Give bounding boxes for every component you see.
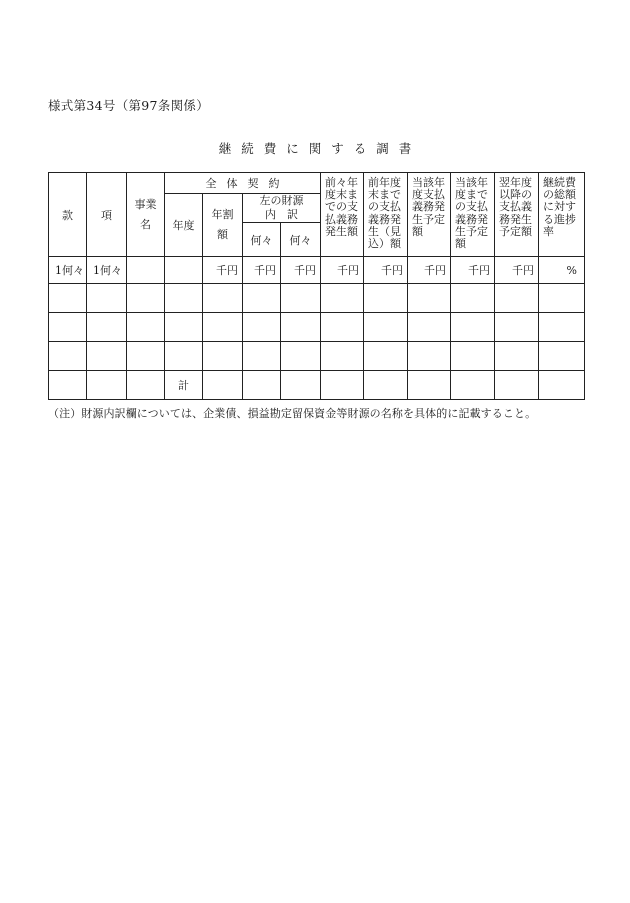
cell-nenwari (203, 342, 243, 371)
cell-tougai-hassei-unit: 千円 (408, 257, 451, 284)
header-zenzen-nendo: 前々年度末までの支払義務発生額 (321, 173, 364, 257)
header-zentai-keiyaku: 全体契約 (165, 173, 321, 194)
cell-kou (87, 313, 127, 342)
cell-tougai-made (451, 313, 495, 342)
cell-kou (87, 284, 127, 313)
cell-tougai-made-total (451, 371, 495, 400)
cell-zaigen2 (281, 284, 321, 313)
cell-nenwari-total (203, 371, 243, 400)
cell-zennen (364, 313, 408, 342)
cell-zenzen-total (321, 371, 364, 400)
cell-kan (49, 371, 87, 400)
cell-zenzen-unit: 千円 (321, 257, 364, 284)
cell-shinchoku (539, 284, 585, 313)
cell-zennen-total (364, 371, 408, 400)
cell-jigyou (127, 284, 165, 313)
cell-tougai-made (451, 342, 495, 371)
cell-zennen-unit: 千円 (364, 257, 408, 284)
header-kou: 項 (87, 173, 127, 257)
header-nenwari-line1: 年割 (211, 208, 234, 221)
cell-nenwari (203, 284, 243, 313)
cell-nendo (165, 313, 203, 342)
cell-zaigen1 (243, 284, 281, 313)
cell-tougai-hassei-total (408, 371, 451, 400)
cell-zaigen1 (243, 313, 281, 342)
cell-zaigen1-unit: 千円 (243, 257, 281, 284)
header-zaigen-uchiwake (243, 194, 321, 223)
cell-yokunen (495, 313, 539, 342)
cell-zennen (364, 284, 408, 313)
header-tougai-hassei: 当該年度支払義務発生予定額 (408, 173, 451, 257)
cell-nenwari (203, 313, 243, 342)
cell-kan (49, 284, 87, 313)
header-yokunen: 翌年度以降の支払義務発生予定額 (495, 173, 539, 257)
cell-tougai-hassei (408, 313, 451, 342)
cell-zaigen2-unit: 千円 (281, 257, 321, 284)
table-row (49, 257, 585, 284)
cell-zaigen1 (243, 342, 281, 371)
header-nenwari-line2: 額 (217, 228, 228, 241)
header-zaigen-line1: 左の財源 (259, 194, 304, 207)
cell-yokunen (495, 342, 539, 371)
cell-zaigen2-total (281, 371, 321, 400)
cell-tougai-hassei (408, 342, 451, 371)
cell-zaigen2 (281, 342, 321, 371)
cell-nendo (165, 284, 203, 313)
cell-shinchoku-total (539, 371, 585, 400)
cell-yokunen-unit: 千円 (495, 257, 539, 284)
cell-jigyou (127, 371, 165, 400)
cell-jigyou (127, 342, 165, 371)
header-zaigen-1: 何々 (243, 223, 281, 257)
cell-yokunen (495, 284, 539, 313)
cell-kan-1: 1何々 (49, 257, 87, 284)
form-number: 様式第34号（第97条関係） (48, 98, 210, 113)
cell-tougai-made (451, 284, 495, 313)
cell-jigyou-1 (127, 257, 165, 284)
header-shinchoku-ritsu: 継続費の総額に対する進捗率 (539, 173, 585, 257)
header-nenwari-gaku (203, 194, 243, 257)
header-zaigen-line2: 内 訳 (265, 208, 298, 221)
header-jigyou-line1: 事業 (134, 197, 157, 211)
cell-zennen (364, 342, 408, 371)
document-title: 継続費に関する調書 (218, 141, 422, 156)
cell-nenwari-unit: 千円 (203, 257, 243, 284)
cell-zenzen (321, 313, 364, 342)
cell-nendo-1 (165, 257, 203, 284)
table-row-total (49, 371, 585, 400)
cell-tougai-hassei (408, 284, 451, 313)
cell-kan (49, 342, 87, 371)
header-nendo: 年度 (165, 194, 203, 257)
cell-nendo (165, 342, 203, 371)
cell-zenzen (321, 342, 364, 371)
cell-zenzen (321, 284, 364, 313)
cell-kan (49, 313, 87, 342)
cell-zaigen1-total (243, 371, 281, 400)
cell-kou (87, 342, 127, 371)
cell-tougai-made-unit: 千円 (451, 257, 495, 284)
header-jigyou-line2: 名 (140, 217, 151, 231)
table-row (49, 342, 585, 371)
cell-shinchoku (539, 313, 585, 342)
cell-zaigen2 (281, 313, 321, 342)
cell-yokunen-total (495, 371, 539, 400)
cell-kou (87, 371, 127, 400)
total-label: 計 (165, 371, 203, 400)
header-kan: 款 (49, 173, 87, 257)
cell-shinchoku (539, 342, 585, 371)
header-jigyou-mei (127, 173, 165, 257)
cell-jigyou (127, 313, 165, 342)
table-row (49, 313, 585, 342)
footnote: （注）財源内訳欄については、企業債、損益勘定留保資金等財源の名称を具体的に記載すること。 (48, 407, 537, 420)
header-tougai-made: 当該年度までの支払義務発生予定額 (451, 173, 495, 257)
header-zaigen-2: 何々 (281, 223, 321, 257)
header-zennen-nendo: 前年度末までの支払義務発生（見込）額 (364, 173, 408, 257)
continuing-expenditure-table (48, 172, 585, 400)
cell-shinchoku-unit: % (539, 257, 585, 284)
table-row (49, 284, 585, 313)
cell-kou-1: 1何々 (87, 257, 127, 284)
